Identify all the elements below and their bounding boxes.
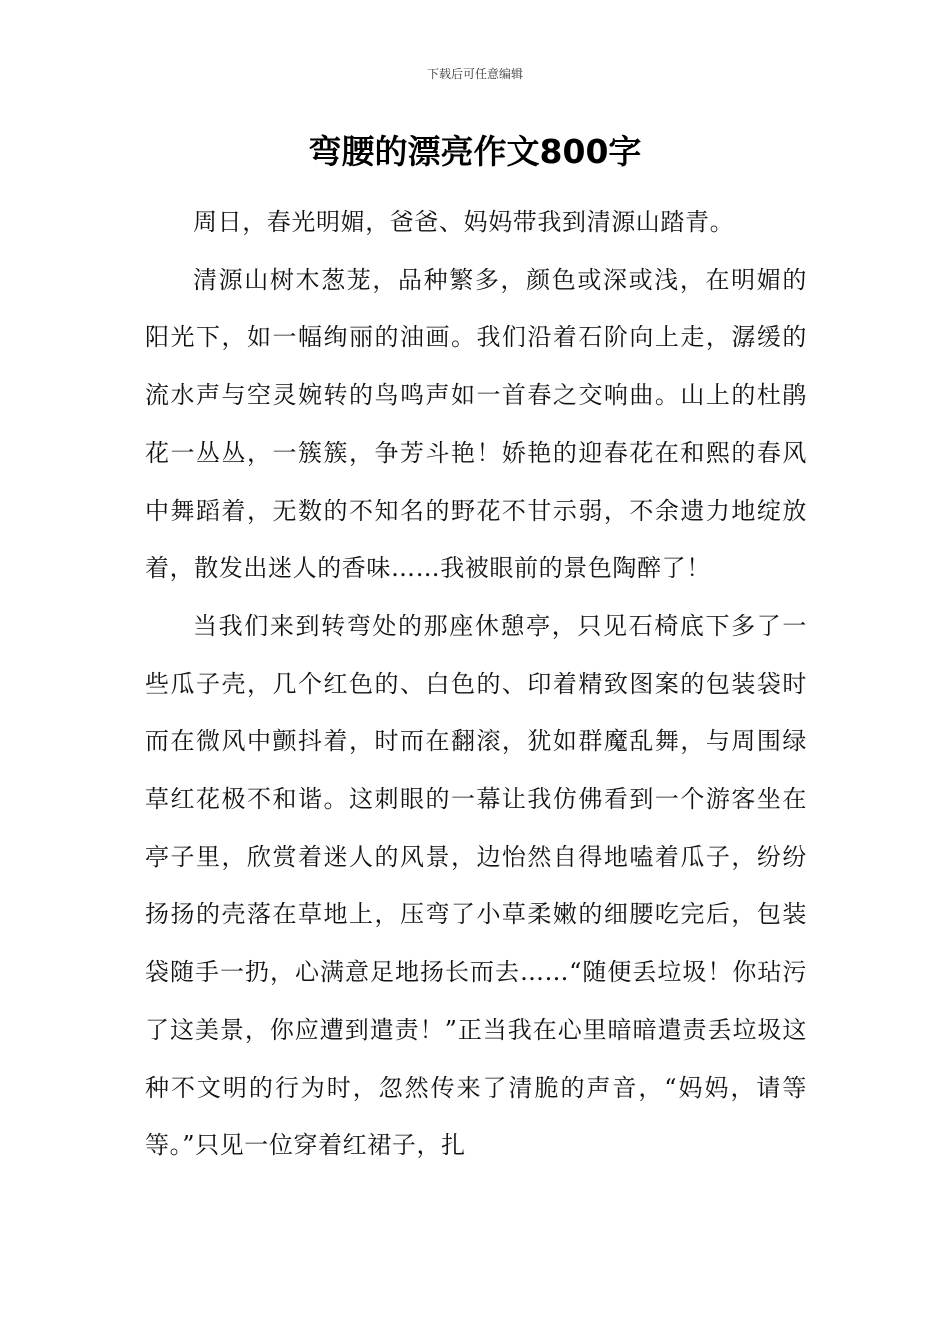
paragraph-3: 当我们来到转弯处的那座休憩亭，只见石椅底下多了一些瓜子壳，几个红色的、白色的、印着精致图案的包装袋时而在微风中颤抖着，时而在翻滚，犹如群魔乱舞，与周围绿草红花极不和谐。这刺眼的一幕让我仿佛看到一个游客坐在亭子里，欣赏着迷人的风景，边怡然自得地嗑着瓜子，纷纷扬扬的壳落在草地上，压弯了小草柔嫩的细腰吃完后，包装袋随手一扔，心满意足地扬长而去……“随便丢垃圾！你玷污了这美景，你应遭到遣责！”正当我在心里暗暗遣责丢垃圾这种不文明的行为时，忽然传来了清脆的声音，“妈妈，请等等。”只见一位穿着红裙子，扎 [145,611,807,1160]
paragraph-2: 清源山树木葱茏，品种繁多，颜色或深或浅，在明媚的阳光下，如一幅绚丽的油画。我们沿着石阶向上走，潺缓的流水声与空灵婉转的鸟鸣声如一首春之交响曲。山上的杜鹃花一丛丛，一簇簇，争芳斗艳！娇艳的迎春花在和熙的春风中舞蹈着，无数的不知名的野花不甘示弱，不余遗力地绽放着，散发出迷人的香味……我被眼前的景色陶醉了！ [145,265,807,583]
document-title: 弯腰的漂亮作文800字 [308,132,642,171]
paragraph-1: 周日，春光明媚，爸爸、妈妈带我到清源山踏青。 [193,208,735,236]
header-note: 下载后可任意编辑 [426,67,523,81]
article-body [145,194,807,1175]
